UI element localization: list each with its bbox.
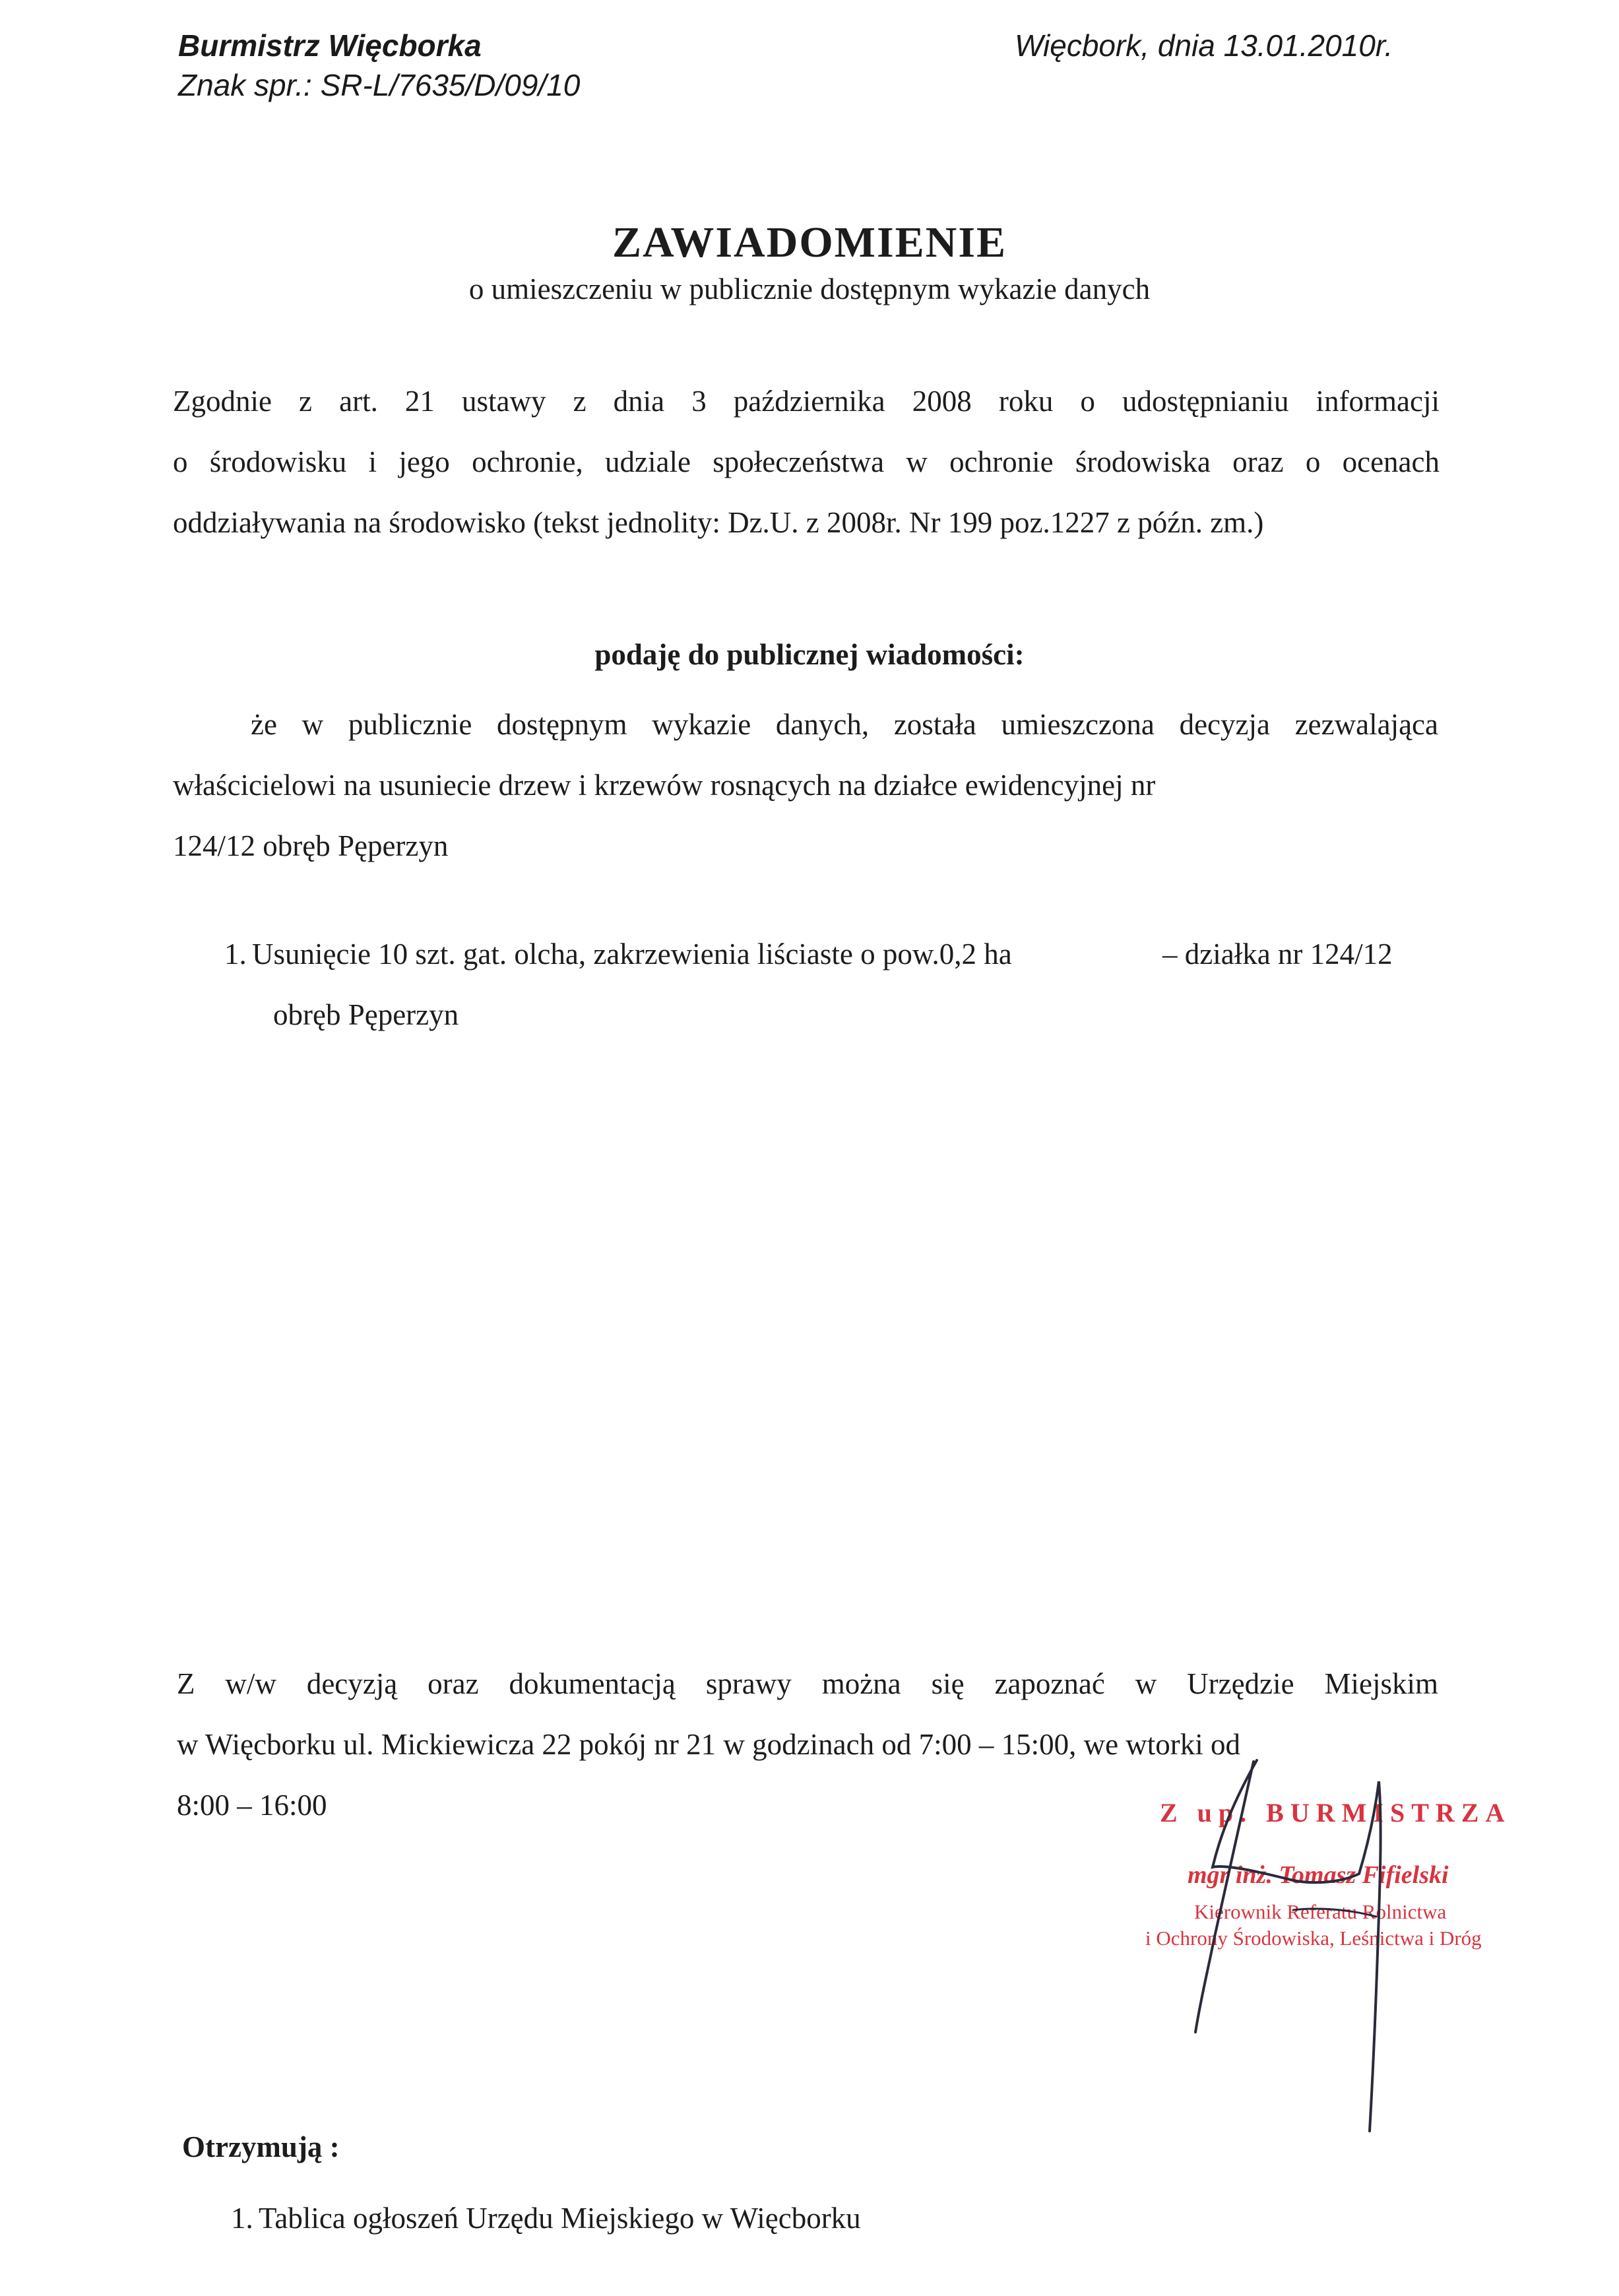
recipient-number: 1.	[231, 2202, 253, 2235]
stamp-department: i Ochrony Środowiska, Leśnictwa i Dróg	[1145, 1927, 1482, 1950]
item-description-cont: obręb Pęperzyn	[273, 998, 459, 1031]
info-line: Z w/w decyzją oraz dokumentacją sprawy można się zapoznać w Urzędzie Miejskim	[177, 1667, 1438, 1700]
announcement-line: 124/12 obręb Pęperzyn	[173, 829, 449, 862]
issuer-name: Burmistrz Więcborka	[178, 28, 482, 63]
item-number: 1.	[224, 938, 247, 971]
recipient-item: Tablica ogłoszeń Urzędu Miejskiego w Więcborku	[259, 2202, 861, 2235]
item-parcel: – działka nr 124/12	[1162, 938, 1393, 971]
document-title: ZAWIADOMIENIE	[612, 218, 1007, 267]
announcement-line: że w publicznie dostępnym wykazie danych, została umieszczona decyzja zezwalająca	[251, 708, 1438, 741]
announcement-heading: podaję do publicznej wiadomości:	[594, 638, 1025, 671]
legal-basis-line: o środowisku i jego ochronie, udziale społeczeństwa w ochronie środowiska oraz o ocenach	[173, 445, 1440, 478]
info-line: w Więcborku ul. Mickiewicza 22 pokój nr 21 w godzinach od 7:00 – 15:00, we wtorki od	[177, 1728, 1241, 1761]
place-and-date: Więcbork, dnia 13.01.2010r.	[1015, 28, 1393, 63]
stamp-signatory-name: mgr inż. Tomasz Fifielski	[1188, 1861, 1449, 1889]
info-line: 8:00 – 16:00	[177, 1789, 327, 1822]
stamp-authority: Z up. BURMISTRZA	[1160, 1798, 1511, 1828]
document-subtitle: o umieszczeniu w publicznie dostępnym wykazie danych	[468, 272, 1151, 305]
recipients-heading: Otrzymują :	[182, 2130, 340, 2163]
announcement-line: właścicielowi na usuniecie drzew i krzewów rosnących na działce ewidencyjnej nr	[173, 769, 1156, 802]
legal-basis-line: Zgodnie z art. 21 ustawy z dnia 3 października 2008 roku o udostępnianiu informacji	[173, 385, 1440, 418]
stamp-position: Kierownik Referatu Rolnictwa	[1194, 1900, 1447, 1923]
legal-basis-line: oddziaływania na środowisko (tekst jednolity: Dz.U. z 2008r. Nr 199 poz.1227 z późn. zm.)	[173, 506, 1264, 539]
item-description: Usunięcie 10 szt. gat. olcha, zakrzewienia liściaste o pow.0,2 ha	[252, 938, 1012, 971]
reference-number: Znak spr.: SR-L/7635/D/09/10	[178, 68, 581, 102]
